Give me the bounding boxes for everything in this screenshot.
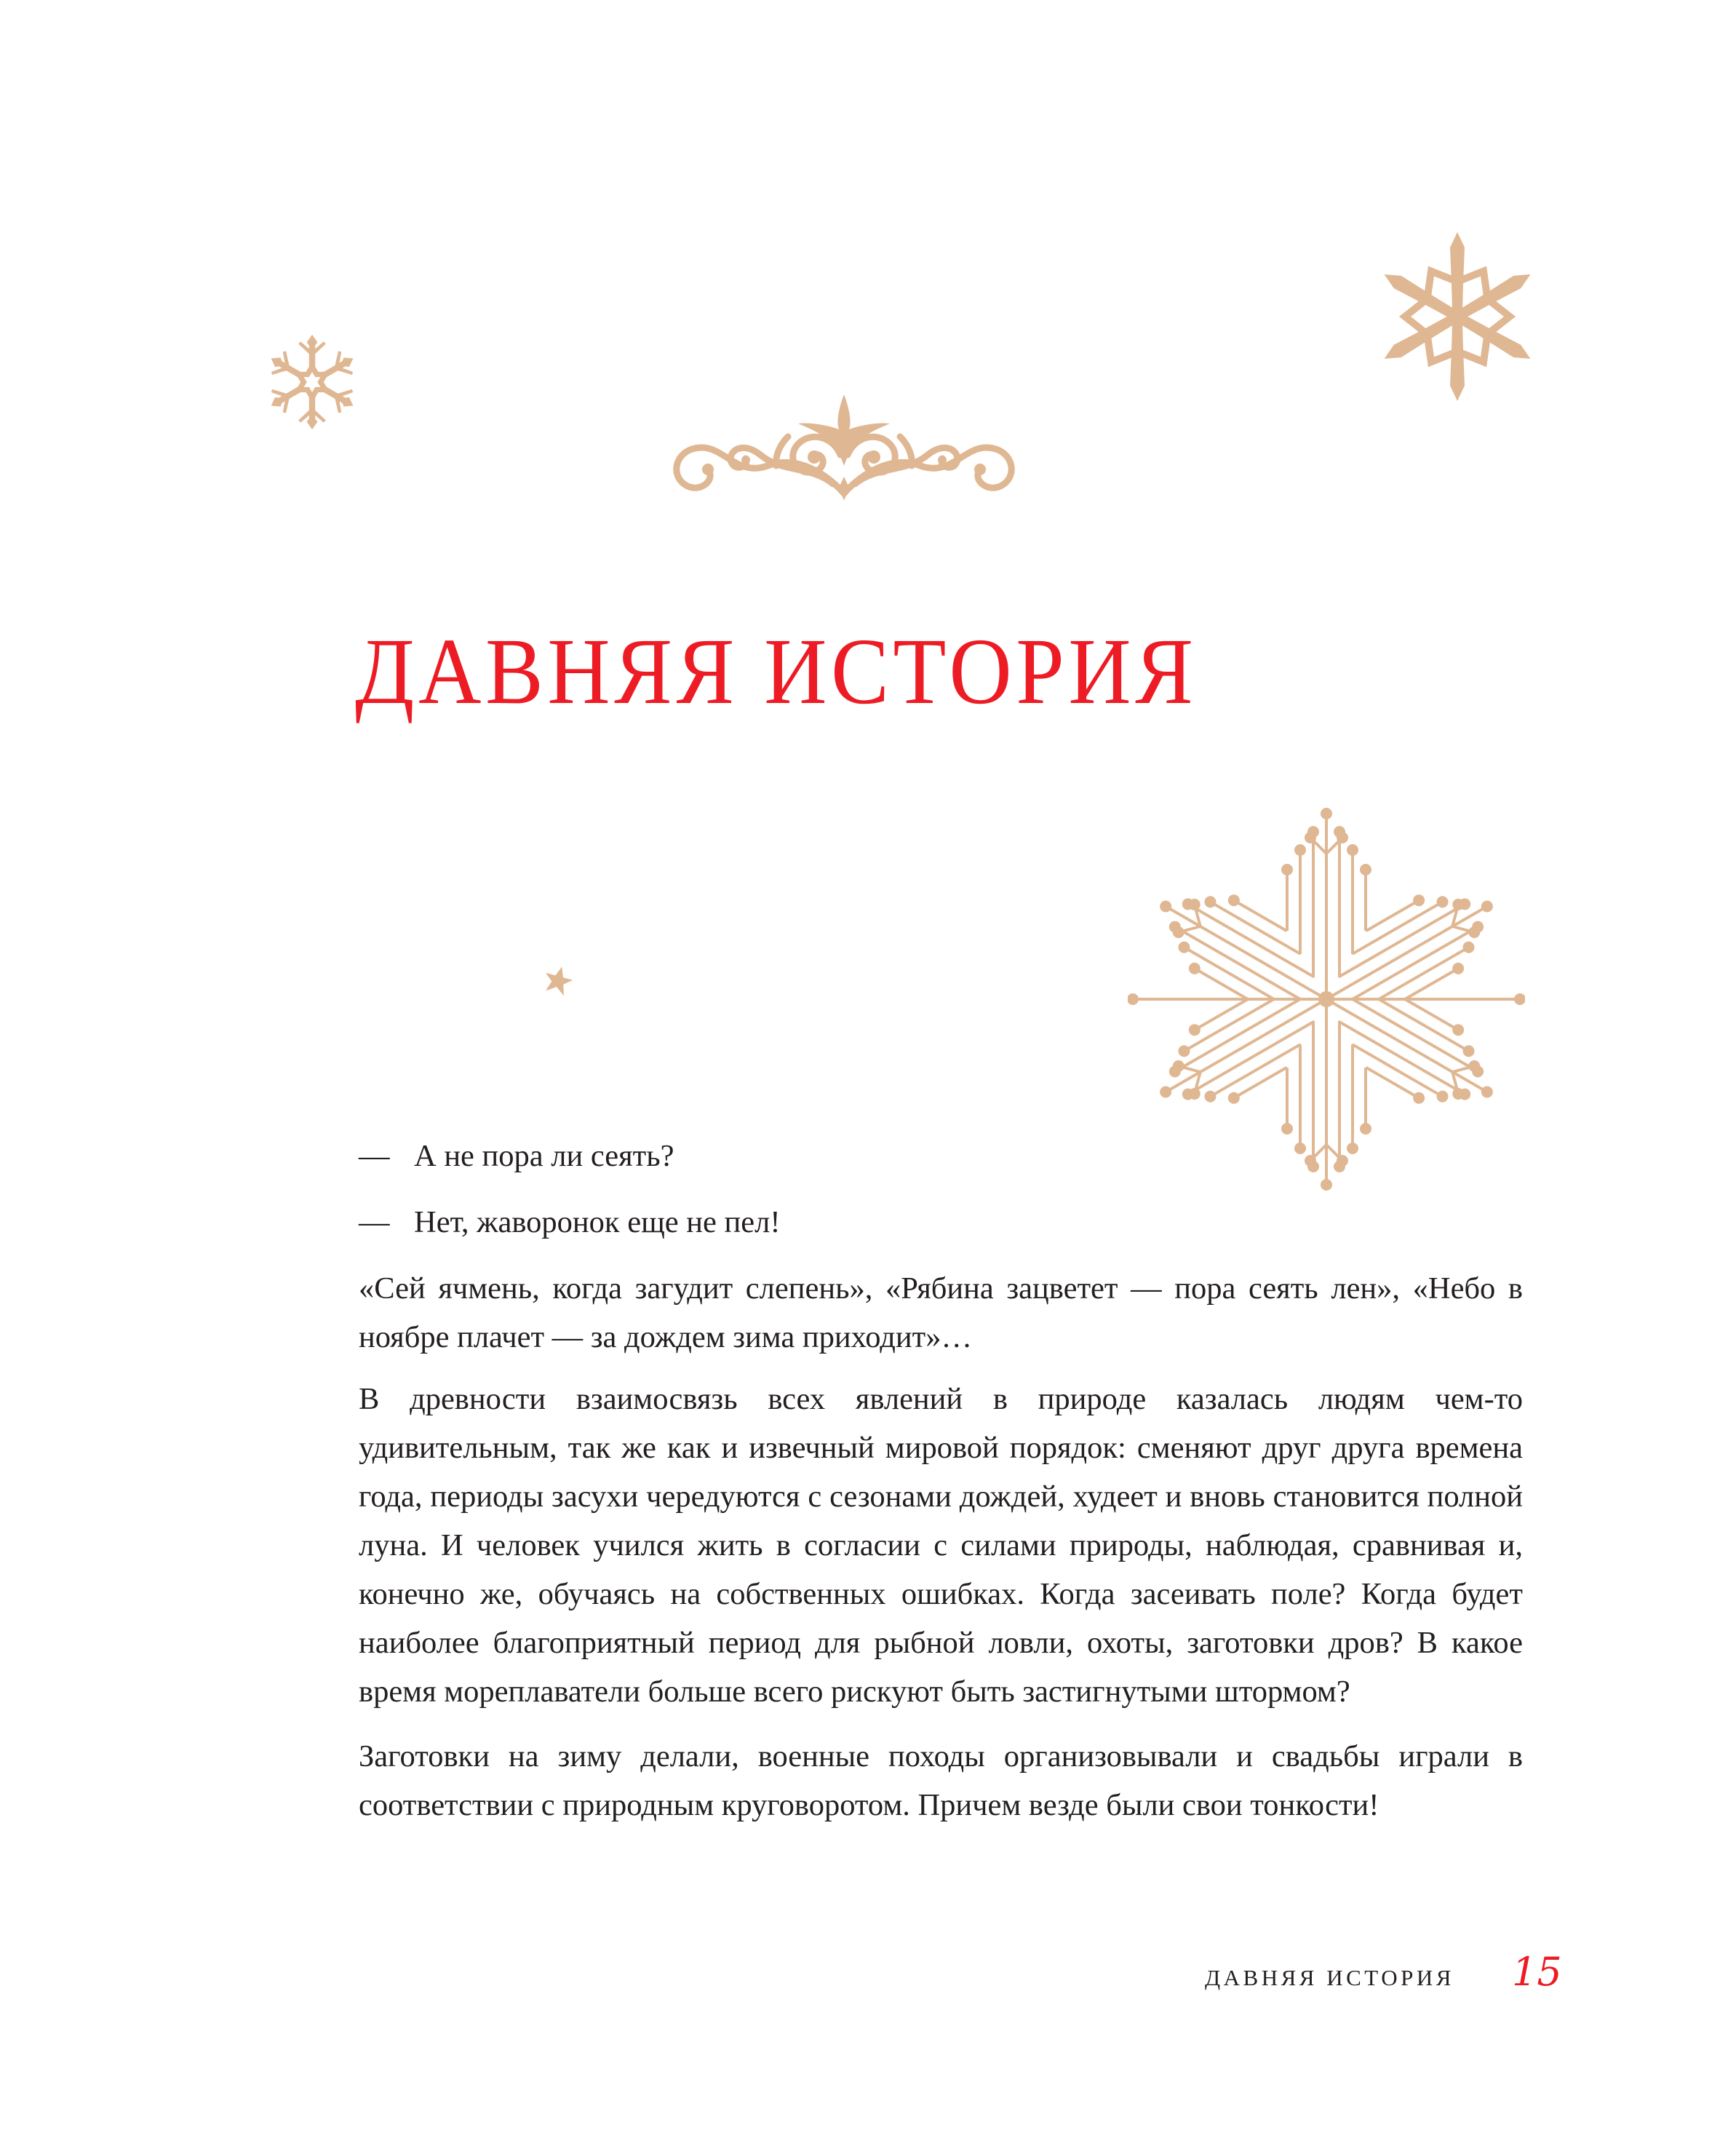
- paragraph: В древности взаимосвязь всех явлений в природе казалась людям чем-то удивительным, так же как и извечный мировой порядок: сменяют друг друга времена года, периоды засухи чередуются с сезонами дождей, худеет и вновь становится полной луна. И человек учился жить в согласии с силами природы, наблюдая, сравнивая и, конечно же, обучаясь на собственных ошибках. Когда засеивать поле? Когда будет наиболее благоприятный период для рыбной ловли, охоты, заготовки дров? В какое время мореплаватели больше всего рискуют быть застигнутыми штормом?: [359, 1382, 1523, 1709]
- dialog-text: Нет, жаворонок еще не пел!: [414, 1205, 781, 1239]
- running-title: ДАВНЯЯ ИСТОРИЯ: [1205, 1965, 1454, 1990]
- dialog-dash: —: [359, 1205, 390, 1239]
- dialog-text: А не пора ли сеять?: [414, 1139, 674, 1173]
- paragraph: Заготовки на зиму делали, военные походы организовывали и свадьбы играли в соответствии с природным круговоротом. Причем везде были свои тонкости!: [359, 1739, 1523, 1822]
- chapter-title: ДАВНЯЯ ИСТОРИЯ: [355, 619, 1198, 724]
- snowflake-icon: [266, 331, 358, 433]
- dialog-dash: —: [359, 1139, 390, 1173]
- snowflake-icon: [1381, 230, 1534, 403]
- dialog-line: [359, 1198, 1523, 1247]
- star-icon: [541, 964, 575, 998]
- paragraph-proverbs: «Сей ячмень, когда загудит слепень», «Рябина зацветет — пора сеять лен», «Небо в ноябре плачет — за дождем зима приходит»…: [359, 1271, 1523, 1354]
- dialog-line: [359, 1132, 1523, 1180]
- body-text: [359, 1132, 1523, 1846]
- ornament-flourish: [658, 386, 1030, 502]
- page-number: 15: [1512, 1949, 1562, 1995]
